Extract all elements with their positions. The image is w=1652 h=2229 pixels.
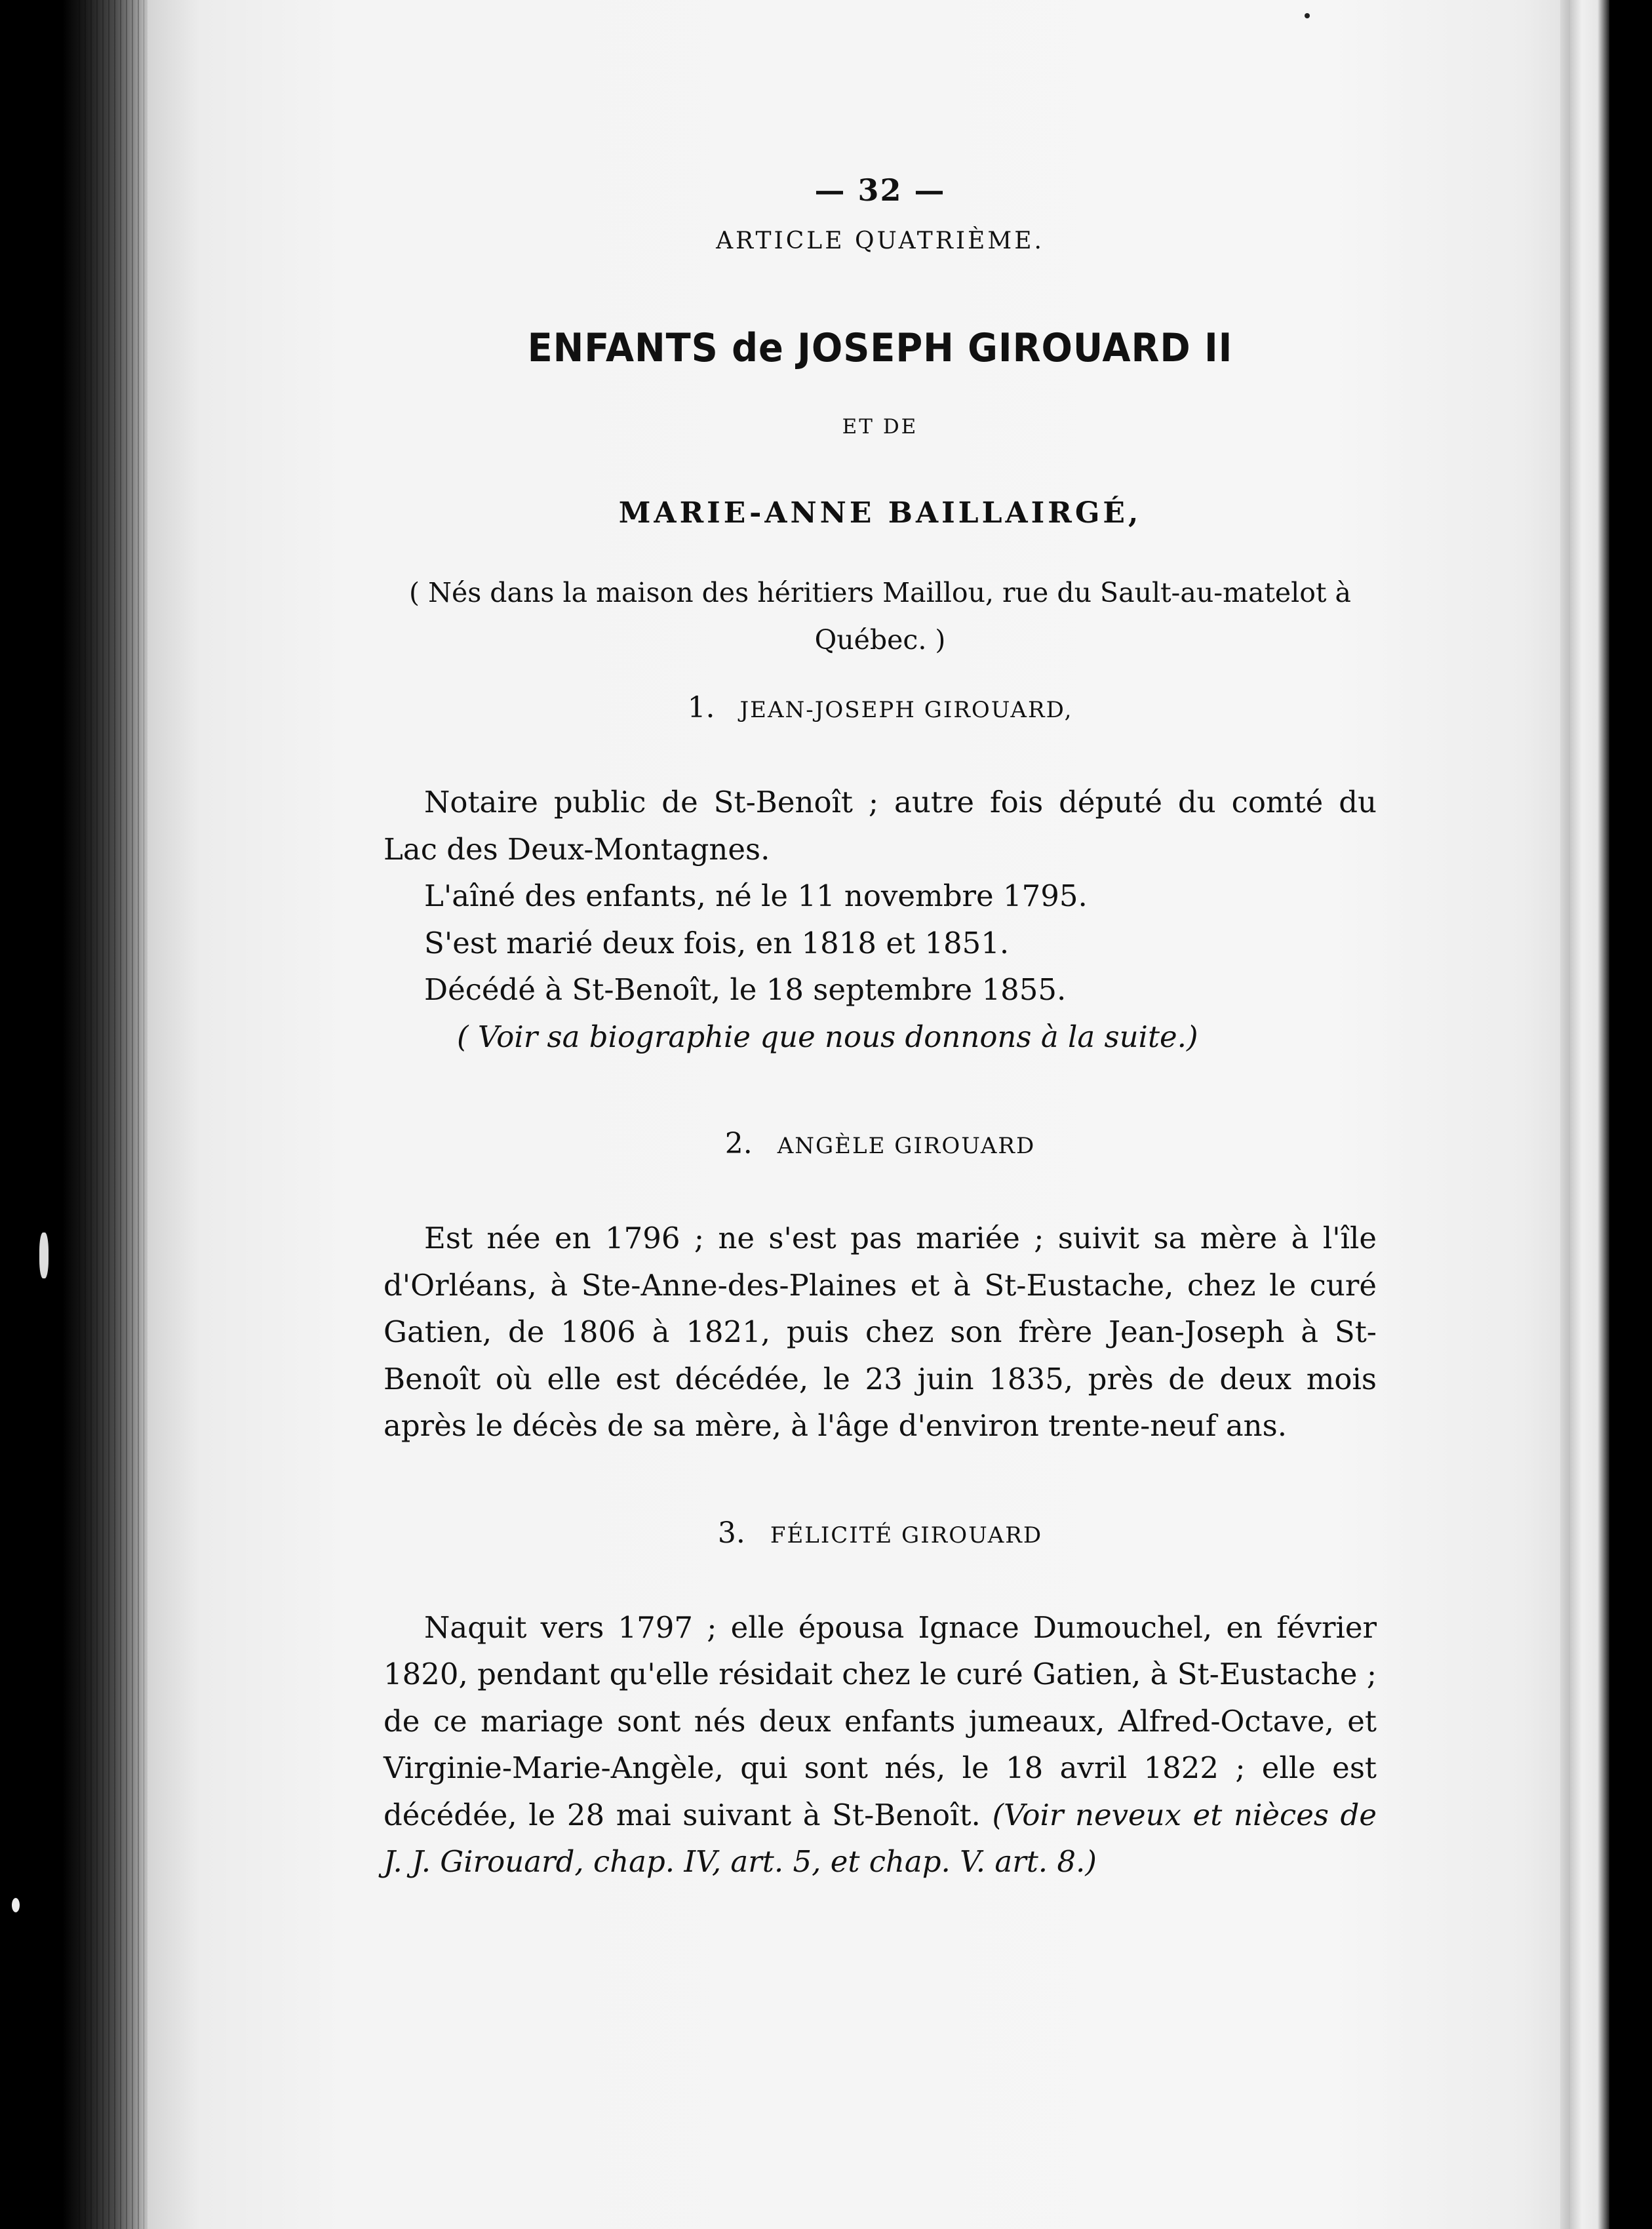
scan-speck — [1305, 13, 1310, 18]
section-heading — [384, 1120, 1377, 1168]
section-heading — [384, 1510, 1377, 1557]
section-line: L'aîné des enfants, né le 11 novembre 1795. — [424, 878, 1088, 913]
book-spine-edges — [79, 0, 144, 2229]
section-paragraph — [384, 1604, 1377, 1885]
section-name: JEAN-JOSEPH GIROUARD, — [739, 697, 1073, 723]
section-name: FÉLICITÉ GIROUARD — [770, 1522, 1043, 1548]
section-number: 1. — [687, 691, 715, 724]
section-number: 2. — [724, 1127, 753, 1160]
section-paragraph-text: Naquit vers 1797 ; elle épousa Ignace Dumouchel, en février 1820, pendant qu'elle résidait chez le curé Gatien, à St-Eustache ; de ce mariage sont nés deux enfants jumeaux, Alfred-Octave, et Virginie-Marie-Angèle, qui sont nés, le 18 avril 1822 ; elle est décédée, le 28 mai suivant à St-Benoît. — [384, 1609, 1377, 1832]
scan-speck — [39, 1233, 49, 1278]
page-content — [384, 170, 1377, 1885]
chapter-title: ENFANTS de JOSEPH GIROUARD II — [527, 325, 1233, 371]
section-name: ANGÈLE GIROUARD — [777, 1133, 1036, 1159]
section-number: 3. — [717, 1516, 745, 1550]
birthplace-note: ( Nés dans la maison des héritiers Maillou, rue du Sault-au-matelot à Québec. ) — [409, 577, 1351, 656]
title-connector: ET DE — [842, 415, 918, 439]
section-line: Décédé à St-Benoît, le 18 septembre 1855. — [424, 972, 1067, 1007]
section-paragraph: Est née en 1796 ; ne s'est pas mariée ; suivit sa mère à l'île d'Orléans, à Ste-Anne-des-Plaines et à St-Eustache, chez le curé Gatien, de 1806 à 1821, puis chez son frère Jean-Joseph à St-Benoît où elle est décédée, le 23 juin 1835, près de deux mois après le décès de sa mère, à l'âge d'environ trente-neuf ans. — [384, 1221, 1377, 1443]
cross-reference-note: (Voir neveux et nièces de J. J. Girouard, chap. IV, art. 5, et chap. V. art. 8.) — [384, 1797, 1377, 1879]
page-number: — 32 — — [814, 172, 946, 208]
section-line: S'est marié deux fois, en 1818 et 1851. — [424, 925, 1010, 960]
scan-speck — [12, 1898, 20, 1912]
article-heading: ARTICLE QUATRIÈME. — [716, 227, 1044, 254]
biography-note: ( Voir sa biographie que nous donnons à la suite.) — [457, 1019, 1198, 1054]
adjacent-page-edge — [1570, 0, 1609, 2229]
section-paragraph: Notaire public de St-Benoît ; autre fois député du comté du Lac des Deux-Montagnes. — [384, 785, 1377, 867]
section-heading — [384, 684, 1377, 732]
mother-name-heading: MARIE-ANNE BAILLAIRGÉ, — [618, 496, 1142, 530]
